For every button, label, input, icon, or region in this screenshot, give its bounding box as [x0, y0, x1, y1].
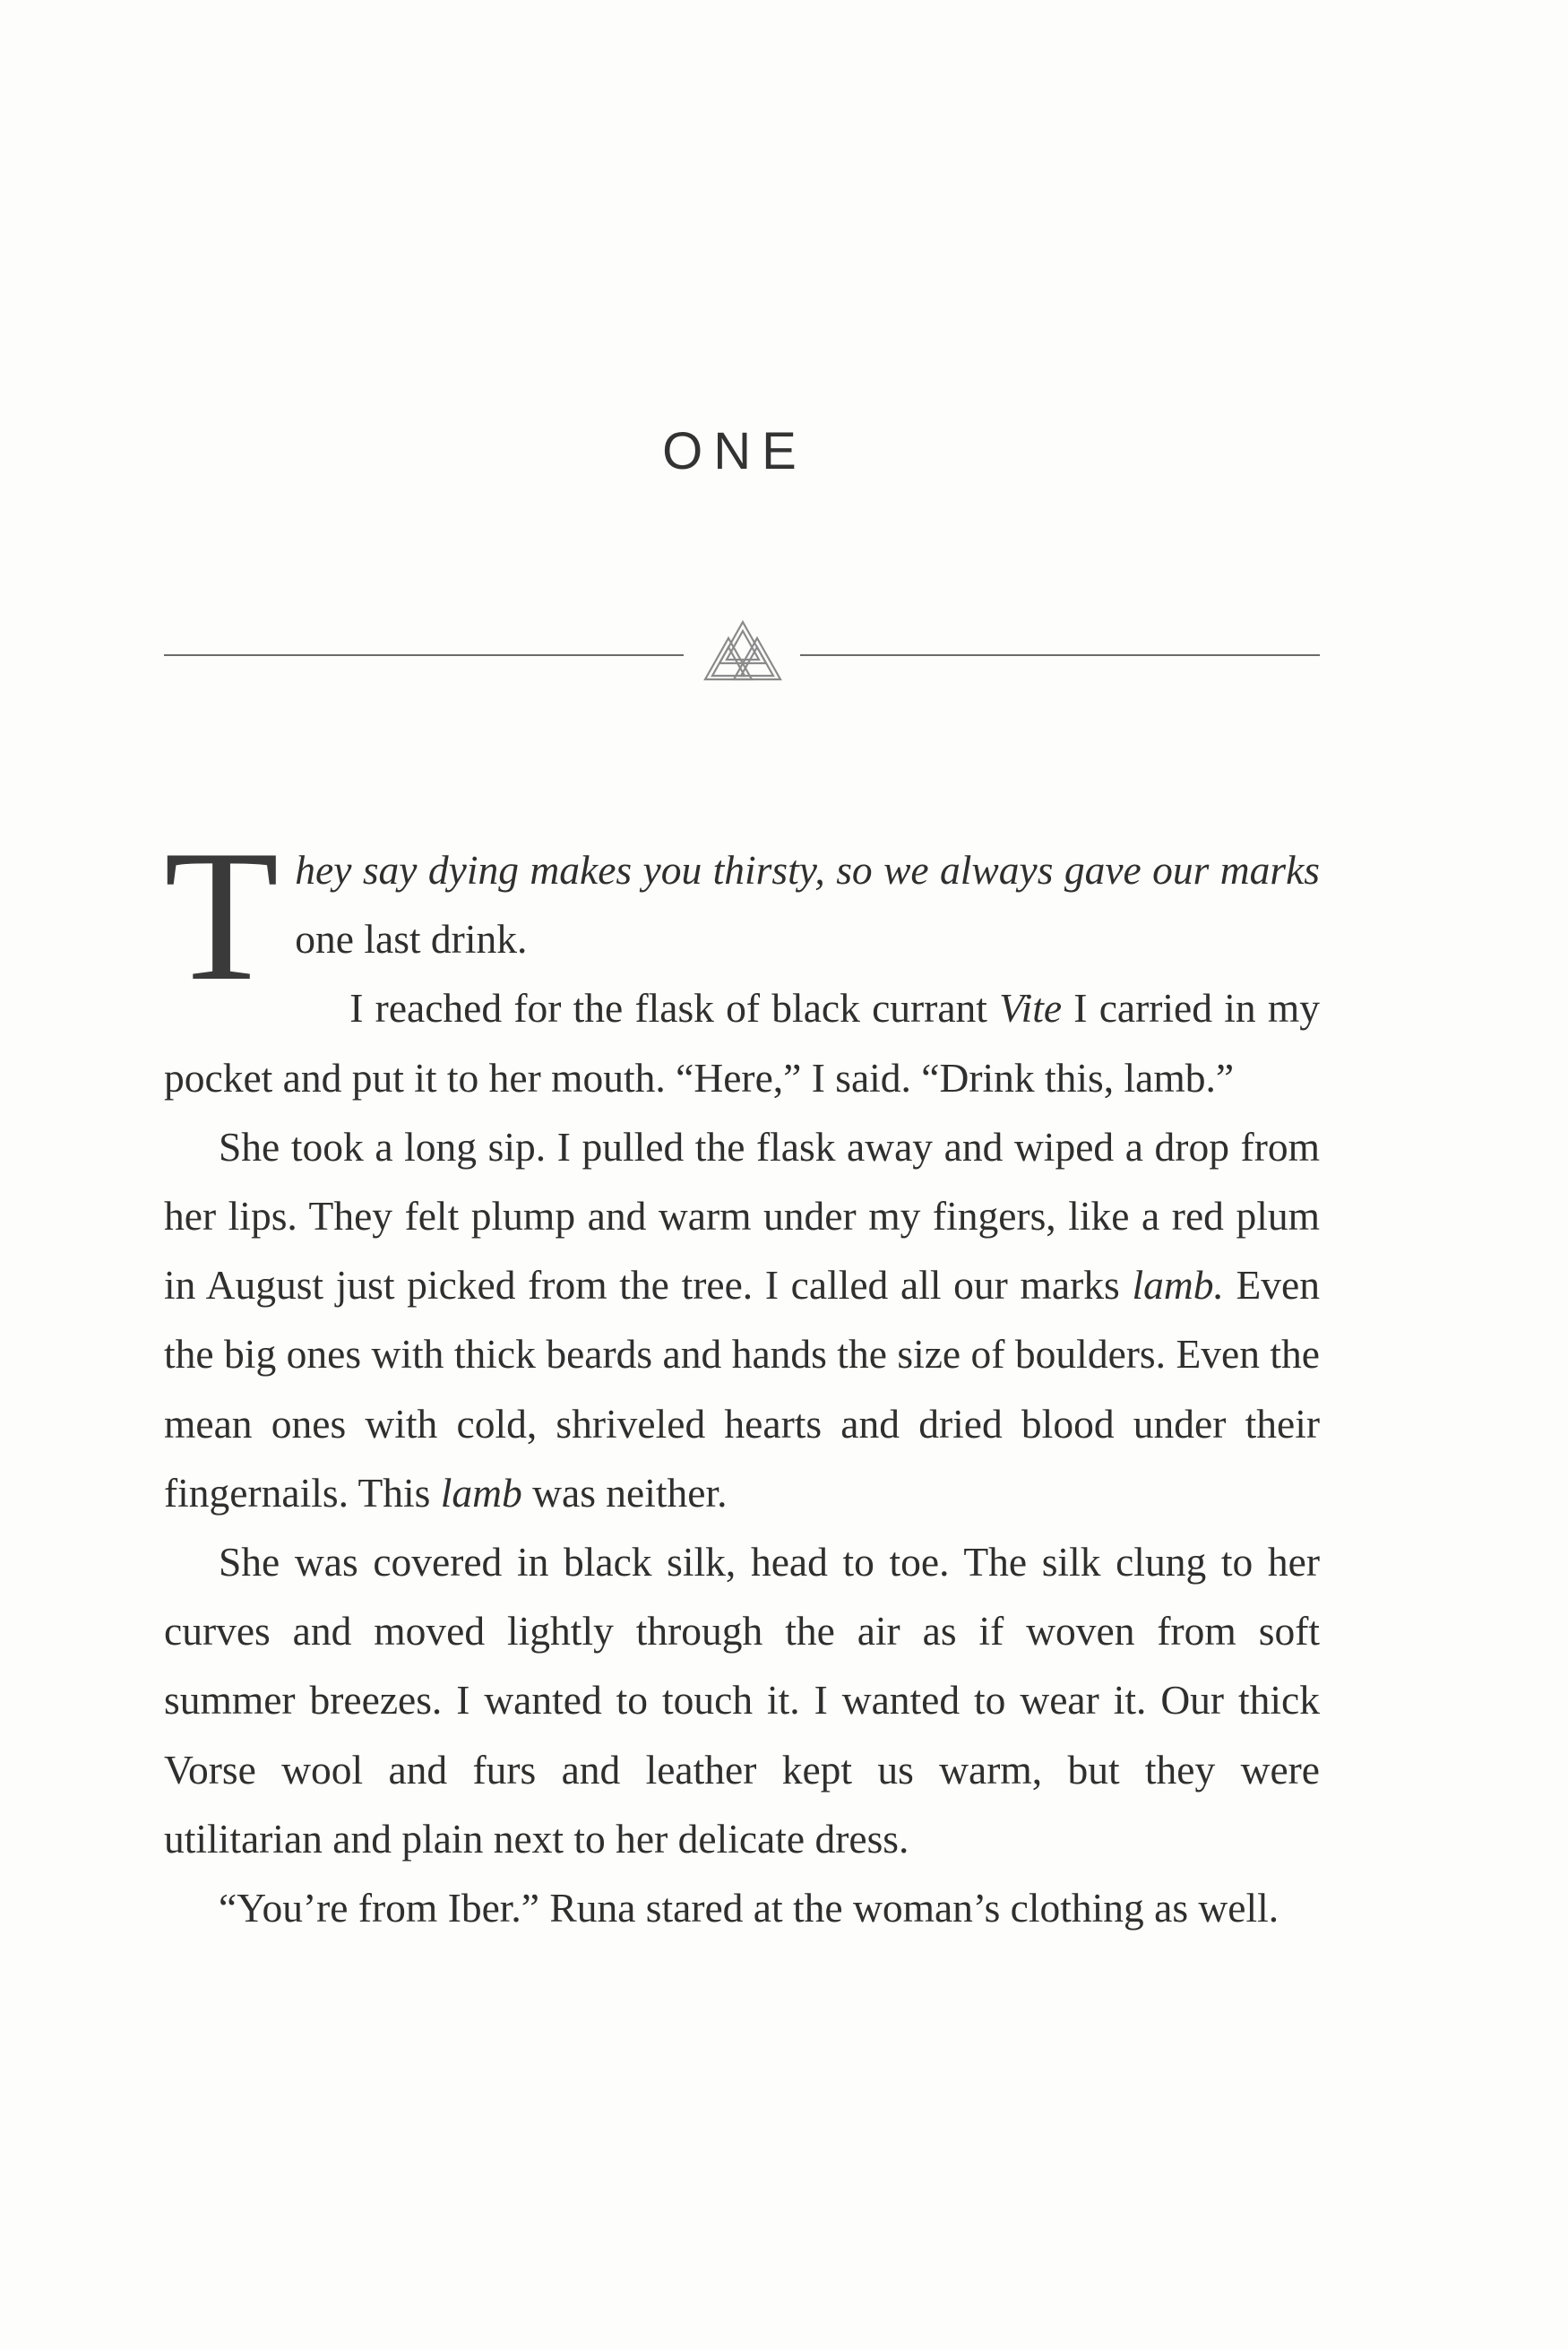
opening-italic-text: hey say dying makes you thirsty, so we always gave our marks	[295, 847, 1320, 893]
drop-cap: T	[164, 812, 280, 1020]
paragraph-text: Even the big ones with thick beards and hands the size of boulders. Even the mean ones with cold, shriveled hearts and dried blood under their fingernails. This	[164, 1262, 1320, 1516]
divider-rule-right	[800, 654, 1320, 656]
divider-rule-left	[164, 654, 684, 656]
paragraph-text: I reached for the flask of black currant	[349, 985, 1000, 1032]
lamb-italic: lamb	[440, 1469, 522, 1516]
valknut-icon	[702, 618, 784, 690]
lamb-italic: lamb.	[1132, 1262, 1224, 1309]
paragraph-sip	[164, 1112, 1320, 1527]
opening-rest-text: one last drink.	[295, 916, 528, 963]
paragraph-silk: She was covered in black silk, head to toe. The silk clung to her curves and moved lightly through the air as if woven from soft summer breezes. I wanted to touch it. I wanted to wear it. Our thick Vorse wool and furs and leather kept us warm, but they were utilitarian and plain next to her delicate dress.	[164, 1539, 1320, 1862]
vite-italic: Vite	[999, 985, 1063, 1032]
paragraph-iber: “You’re from Iber.” Runa stared at the woman’s clothing as well.	[219, 1885, 1279, 1931]
paragraph-text: I carried in my pocket and put it to her mouth. “Here,” I said. “Drink this, lamb.”	[164, 985, 1320, 1101]
paragraph-text: was neither.	[521, 1469, 728, 1516]
paragraph-flask	[164, 973, 1320, 1111]
chapter-body	[164, 812, 1320, 1942]
chapter-title: ONE	[662, 422, 807, 480]
chapter-ornament-divider	[164, 618, 1320, 690]
paragraph-text: She took a long sip. I pulled the flask away and wiped a drop from her lips. They felt plump and warm under my fingers, like a red plum in August just picked from the tree. I called all our marks	[164, 1123, 1320, 1309]
